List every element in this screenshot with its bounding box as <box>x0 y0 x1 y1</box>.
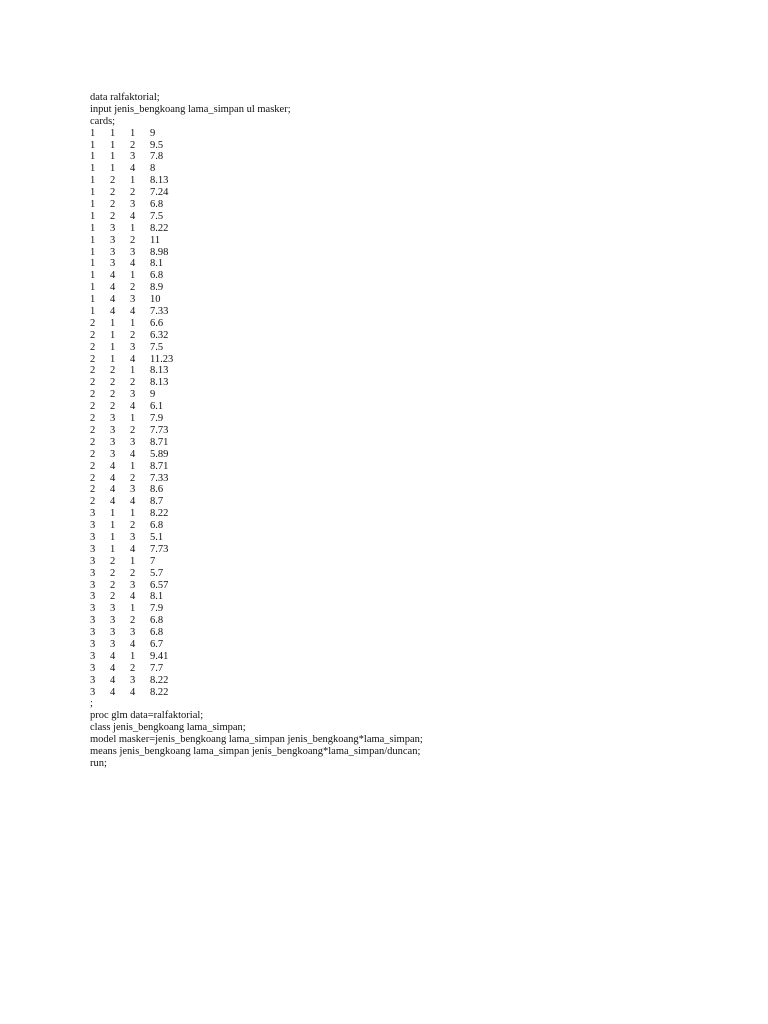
ul-cell: 4 <box>130 258 136 270</box>
jenis-bengkoang-cell: 1 <box>90 246 96 258</box>
table-row <box>90 128 730 140</box>
jenis-bengkoang-cell: 3 <box>90 543 96 555</box>
lama-simpan-cell: 3 <box>110 413 116 425</box>
lama-simpan-cell: 1 <box>110 139 116 151</box>
lama-simpan-cell: 1 <box>110 353 116 365</box>
lama-simpan-cell: 1 <box>110 329 116 341</box>
code-header <box>90 92 730 128</box>
lama-simpan-cell: 4 <box>110 674 116 686</box>
jenis-bengkoang-cell: 1 <box>90 282 96 294</box>
lama-simpan-cell: 4 <box>110 294 116 306</box>
masker-cell: 7.7 <box>150 662 164 674</box>
jenis-bengkoang-cell: 3 <box>90 567 96 579</box>
table-row <box>90 532 730 544</box>
jenis-bengkoang-cell: 3 <box>90 650 96 662</box>
ul-cell: 3 <box>130 531 136 543</box>
masker-cell: 8.71 <box>150 460 169 472</box>
code-line-terminator: ; <box>90 698 93 710</box>
ul-cell: 2 <box>130 567 136 579</box>
ul-cell: 4 <box>130 591 136 603</box>
jenis-bengkoang-cell: 3 <box>90 591 96 603</box>
lama-simpan-cell: 4 <box>110 472 116 484</box>
masker-cell: 9 <box>150 127 156 139</box>
table-row <box>90 568 730 580</box>
ul-cell: 1 <box>130 460 136 472</box>
table-row <box>90 282 730 294</box>
masker-cell: 6.32 <box>150 329 169 341</box>
table-row <box>90 258 730 270</box>
ul-cell: 1 <box>130 175 136 187</box>
masker-cell: 8.13 <box>150 175 169 187</box>
masker-cell: 6.8 <box>150 615 164 627</box>
jenis-bengkoang-cell: 2 <box>90 377 96 389</box>
jenis-bengkoang-cell: 1 <box>90 163 96 175</box>
masker-cell: 11.23 <box>150 353 174 365</box>
table-row <box>90 449 730 461</box>
table-row <box>90 461 730 473</box>
ul-cell: 4 <box>130 496 136 508</box>
table-row <box>90 484 730 496</box>
table-row <box>90 473 730 485</box>
table-row <box>90 651 730 663</box>
jenis-bengkoang-cell: 3 <box>90 662 96 674</box>
table-row <box>90 496 730 508</box>
jenis-bengkoang-cell: 2 <box>90 353 96 365</box>
jenis-bengkoang-cell: 1 <box>90 175 96 187</box>
ul-cell: 3 <box>130 484 136 496</box>
lama-simpan-cell: 3 <box>110 603 116 615</box>
table-row <box>90 580 730 592</box>
table-row <box>90 223 730 235</box>
jenis-bengkoang-cell: 3 <box>90 531 96 543</box>
ul-cell: 2 <box>130 424 136 436</box>
lama-simpan-cell: 2 <box>110 401 116 413</box>
masker-cell: 8.1 <box>150 258 164 270</box>
jenis-bengkoang-cell: 2 <box>90 472 96 484</box>
jenis-bengkoang-cell: 2 <box>90 401 96 413</box>
masker-cell: 6.6 <box>150 317 164 329</box>
data-table <box>90 128 730 699</box>
lama-simpan-cell: 4 <box>110 460 116 472</box>
jenis-bengkoang-cell: 3 <box>90 674 96 686</box>
jenis-bengkoang-cell: 3 <box>90 555 96 567</box>
jenis-bengkoang-cell: 1 <box>90 139 96 151</box>
ul-cell: 1 <box>130 222 136 234</box>
ul-cell: 3 <box>130 294 136 306</box>
table-row <box>90 342 730 354</box>
masker-cell: 8.6 <box>150 484 164 496</box>
lama-simpan-cell: 3 <box>110 448 116 460</box>
table-row <box>90 377 730 389</box>
code-line-proc: proc glm data=ralfaktorial; <box>90 710 204 722</box>
masker-cell: 5.1 <box>150 531 164 543</box>
ul-cell: 3 <box>130 151 136 163</box>
jenis-bengkoang-cell: 1 <box>90 294 96 306</box>
masker-cell: 5.89 <box>150 448 169 460</box>
masker-cell: 9.41 <box>150 650 169 662</box>
masker-cell: 7.33 <box>150 306 169 318</box>
sas-code-document <box>90 92 730 770</box>
table-row <box>90 389 730 401</box>
code-line-model: model masker=jenis_bengkoang lama_simpan jenis_bengkoang*lama_simpan; <box>90 734 423 746</box>
masker-cell: 9 <box>150 389 156 401</box>
table-row <box>90 615 730 627</box>
lama-simpan-cell: 1 <box>110 341 116 353</box>
lama-simpan-cell: 2 <box>110 567 116 579</box>
ul-cell: 3 <box>130 674 136 686</box>
jenis-bengkoang-cell: 2 <box>90 436 96 448</box>
table-row <box>90 603 730 615</box>
table-row <box>90 330 730 342</box>
jenis-bengkoang-cell: 1 <box>90 127 96 139</box>
ul-cell: 2 <box>130 662 136 674</box>
table-row <box>90 544 730 556</box>
lama-simpan-cell: 4 <box>110 686 116 698</box>
table-row <box>90 270 730 282</box>
table-row <box>90 508 730 520</box>
table-row <box>90 187 730 199</box>
masker-cell: 8 <box>150 163 156 175</box>
ul-cell: 1 <box>130 555 136 567</box>
ul-cell: 4 <box>130 638 136 650</box>
table-row <box>90 318 730 330</box>
jenis-bengkoang-cell: 1 <box>90 151 96 163</box>
table-row <box>90 425 730 437</box>
masker-cell: 7.9 <box>150 413 164 425</box>
table-row <box>90 211 730 223</box>
masker-cell: 7.73 <box>150 424 169 436</box>
jenis-bengkoang-cell: 1 <box>90 199 96 211</box>
lama-simpan-cell: 1 <box>110 317 116 329</box>
ul-cell: 2 <box>130 187 136 199</box>
masker-cell: 7.73 <box>150 543 169 555</box>
lama-simpan-cell: 2 <box>110 389 116 401</box>
lama-simpan-cell: 3 <box>110 638 116 650</box>
masker-cell: 8.13 <box>150 377 169 389</box>
table-row <box>90 556 730 568</box>
ul-cell: 4 <box>130 448 136 460</box>
table-row <box>90 294 730 306</box>
lama-simpan-cell: 3 <box>110 615 116 627</box>
lama-simpan-cell: 4 <box>110 270 116 282</box>
masker-cell: 7 <box>150 555 156 567</box>
lama-simpan-cell: 3 <box>110 436 116 448</box>
lama-simpan-cell: 1 <box>110 508 116 520</box>
lama-simpan-cell: 2 <box>110 187 116 199</box>
lama-simpan-cell: 2 <box>110 199 116 211</box>
ul-cell: 1 <box>130 508 136 520</box>
ul-cell: 3 <box>130 627 136 639</box>
jenis-bengkoang-cell: 2 <box>90 365 96 377</box>
ul-cell: 3 <box>130 199 136 211</box>
jenis-bengkoang-cell: 1 <box>90 306 96 318</box>
ul-cell: 2 <box>130 520 136 532</box>
jenis-bengkoang-cell: 2 <box>90 389 96 401</box>
jenis-bengkoang-cell: 2 <box>90 496 96 508</box>
masker-cell: 8.22 <box>150 508 169 520</box>
jenis-bengkoang-cell: 2 <box>90 341 96 353</box>
ul-cell: 3 <box>130 246 136 258</box>
table-row <box>90 140 730 152</box>
jenis-bengkoang-cell: 1 <box>90 270 96 282</box>
ul-cell: 1 <box>130 317 136 329</box>
table-row <box>90 163 730 175</box>
code-line-data: data ralfaktorial; <box>90 92 160 103</box>
ul-cell: 2 <box>130 472 136 484</box>
jenis-bengkoang-cell: 2 <box>90 424 96 436</box>
lama-simpan-cell: 4 <box>110 282 116 294</box>
masker-cell: 8.7 <box>150 496 164 508</box>
masker-cell: 11 <box>150 234 161 246</box>
masker-cell: 8.22 <box>150 686 169 698</box>
ul-cell: 3 <box>130 579 136 591</box>
table-row <box>90 437 730 449</box>
masker-cell: 6.8 <box>150 199 164 211</box>
ul-cell: 3 <box>130 389 136 401</box>
table-row <box>90 401 730 413</box>
lama-simpan-cell: 4 <box>110 484 116 496</box>
ul-cell: 4 <box>130 543 136 555</box>
masker-cell: 7.8 <box>150 151 164 163</box>
jenis-bengkoang-cell: 3 <box>90 627 96 639</box>
lama-simpan-cell: 1 <box>110 163 116 175</box>
masker-cell: 10 <box>150 294 161 306</box>
jenis-bengkoang-cell: 3 <box>90 603 96 615</box>
lama-simpan-cell: 4 <box>110 662 116 674</box>
ul-cell: 1 <box>130 270 136 282</box>
code-line-input: input jenis_bengkoang lama_simpan ul masker; <box>90 103 291 115</box>
code-line-cards: cards; <box>90 115 116 127</box>
ul-cell: 4 <box>130 210 136 222</box>
masker-cell: 6.8 <box>150 520 164 532</box>
code-line-class: class jenis_bengkoang lama_simpan; <box>90 722 246 734</box>
ul-cell: 4 <box>130 353 136 365</box>
masker-cell: 5.7 <box>150 567 164 579</box>
lama-simpan-cell: 3 <box>110 234 116 246</box>
lama-simpan-cell: 3 <box>110 222 116 234</box>
lama-simpan-cell: 4 <box>110 496 116 508</box>
table-row <box>90 591 730 603</box>
table-row <box>90 175 730 187</box>
table-row <box>90 306 730 318</box>
masker-cell: 8.98 <box>150 246 169 258</box>
ul-cell: 3 <box>130 436 136 448</box>
masker-cell: 6.57 <box>150 579 169 591</box>
lama-simpan-cell: 3 <box>110 627 116 639</box>
table-row <box>90 151 730 163</box>
jenis-bengkoang-cell: 3 <box>90 508 96 520</box>
table-row <box>90 520 730 532</box>
lama-simpan-cell: 2 <box>110 175 116 187</box>
lama-simpan-cell: 1 <box>110 151 116 163</box>
jenis-bengkoang-cell: 1 <box>90 258 96 270</box>
jenis-bengkoang-cell: 3 <box>90 686 96 698</box>
table-row <box>90 354 730 366</box>
code-line-means: means jenis_bengkoang lama_simpan jenis_bengkoang*lama_simpan/duncan; <box>90 745 421 757</box>
lama-simpan-cell: 4 <box>110 306 116 318</box>
masker-cell: 8.71 <box>150 436 169 448</box>
masker-cell: 7.24 <box>150 187 169 199</box>
masker-cell: 8.1 <box>150 591 164 603</box>
jenis-bengkoang-cell: 2 <box>90 413 96 425</box>
ul-cell: 1 <box>130 127 136 139</box>
lama-simpan-cell: 1 <box>110 520 116 532</box>
masker-cell: 7.9 <box>150 603 164 615</box>
ul-cell: 2 <box>130 615 136 627</box>
masker-cell: 9.5 <box>150 139 164 151</box>
lama-simpan-cell: 1 <box>110 543 116 555</box>
lama-simpan-cell: 2 <box>110 365 116 377</box>
ul-cell: 2 <box>130 329 136 341</box>
masker-cell: 8.9 <box>150 282 164 294</box>
masker-cell: 7.5 <box>150 210 164 222</box>
jenis-bengkoang-cell: 3 <box>90 520 96 532</box>
lama-simpan-cell: 2 <box>110 377 116 389</box>
code-footer <box>90 698 730 769</box>
lama-simpan-cell: 1 <box>110 127 116 139</box>
masker-cell: 7.5 <box>150 341 164 353</box>
jenis-bengkoang-cell: 2 <box>90 484 96 496</box>
ul-cell: 1 <box>130 413 136 425</box>
table-row <box>90 687 730 699</box>
jenis-bengkoang-cell: 3 <box>90 615 96 627</box>
ul-cell: 2 <box>130 139 136 151</box>
ul-cell: 4 <box>130 306 136 318</box>
masker-cell: 7.33 <box>150 472 169 484</box>
masker-cell: 6.8 <box>150 627 164 639</box>
table-row <box>90 413 730 425</box>
ul-cell: 1 <box>130 650 136 662</box>
jenis-bengkoang-cell: 2 <box>90 448 96 460</box>
jenis-bengkoang-cell: 1 <box>90 187 96 199</box>
jenis-bengkoang-cell: 1 <box>90 234 96 246</box>
table-row <box>90 639 730 651</box>
masker-cell: 6.8 <box>150 270 164 282</box>
ul-cell: 3 <box>130 341 136 353</box>
ul-cell: 1 <box>130 603 136 615</box>
lama-simpan-cell: 3 <box>110 246 116 258</box>
table-row <box>90 365 730 377</box>
code-line-run: run; <box>90 757 107 769</box>
table-row <box>90 675 730 687</box>
table-row <box>90 663 730 675</box>
jenis-bengkoang-cell: 1 <box>90 222 96 234</box>
lama-simpan-cell: 1 <box>110 531 116 543</box>
table-row <box>90 235 730 247</box>
table-row <box>90 627 730 639</box>
ul-cell: 4 <box>130 686 136 698</box>
lama-simpan-cell: 2 <box>110 591 116 603</box>
table-row <box>90 247 730 259</box>
ul-cell: 4 <box>130 401 136 413</box>
jenis-bengkoang-cell: 3 <box>90 579 96 591</box>
lama-simpan-cell: 2 <box>110 555 116 567</box>
lama-simpan-cell: 2 <box>110 210 116 222</box>
jenis-bengkoang-cell: 2 <box>90 329 96 341</box>
lama-simpan-cell: 3 <box>110 258 116 270</box>
ul-cell: 4 <box>130 163 136 175</box>
masker-cell: 6.7 <box>150 638 164 650</box>
lama-simpan-cell: 4 <box>110 650 116 662</box>
ul-cell: 1 <box>130 365 136 377</box>
ul-cell: 2 <box>130 282 136 294</box>
lama-simpan-cell: 3 <box>110 424 116 436</box>
jenis-bengkoang-cell: 2 <box>90 460 96 472</box>
masker-cell: 8.22 <box>150 222 169 234</box>
masker-cell: 6.1 <box>150 401 164 413</box>
masker-cell: 8.13 <box>150 365 169 377</box>
table-row <box>90 199 730 211</box>
jenis-bengkoang-cell: 3 <box>90 638 96 650</box>
ul-cell: 2 <box>130 377 136 389</box>
masker-cell: 8.22 <box>150 674 169 686</box>
jenis-bengkoang-cell: 2 <box>90 317 96 329</box>
jenis-bengkoang-cell: 1 <box>90 210 96 222</box>
lama-simpan-cell: 2 <box>110 579 116 591</box>
ul-cell: 2 <box>130 234 136 246</box>
